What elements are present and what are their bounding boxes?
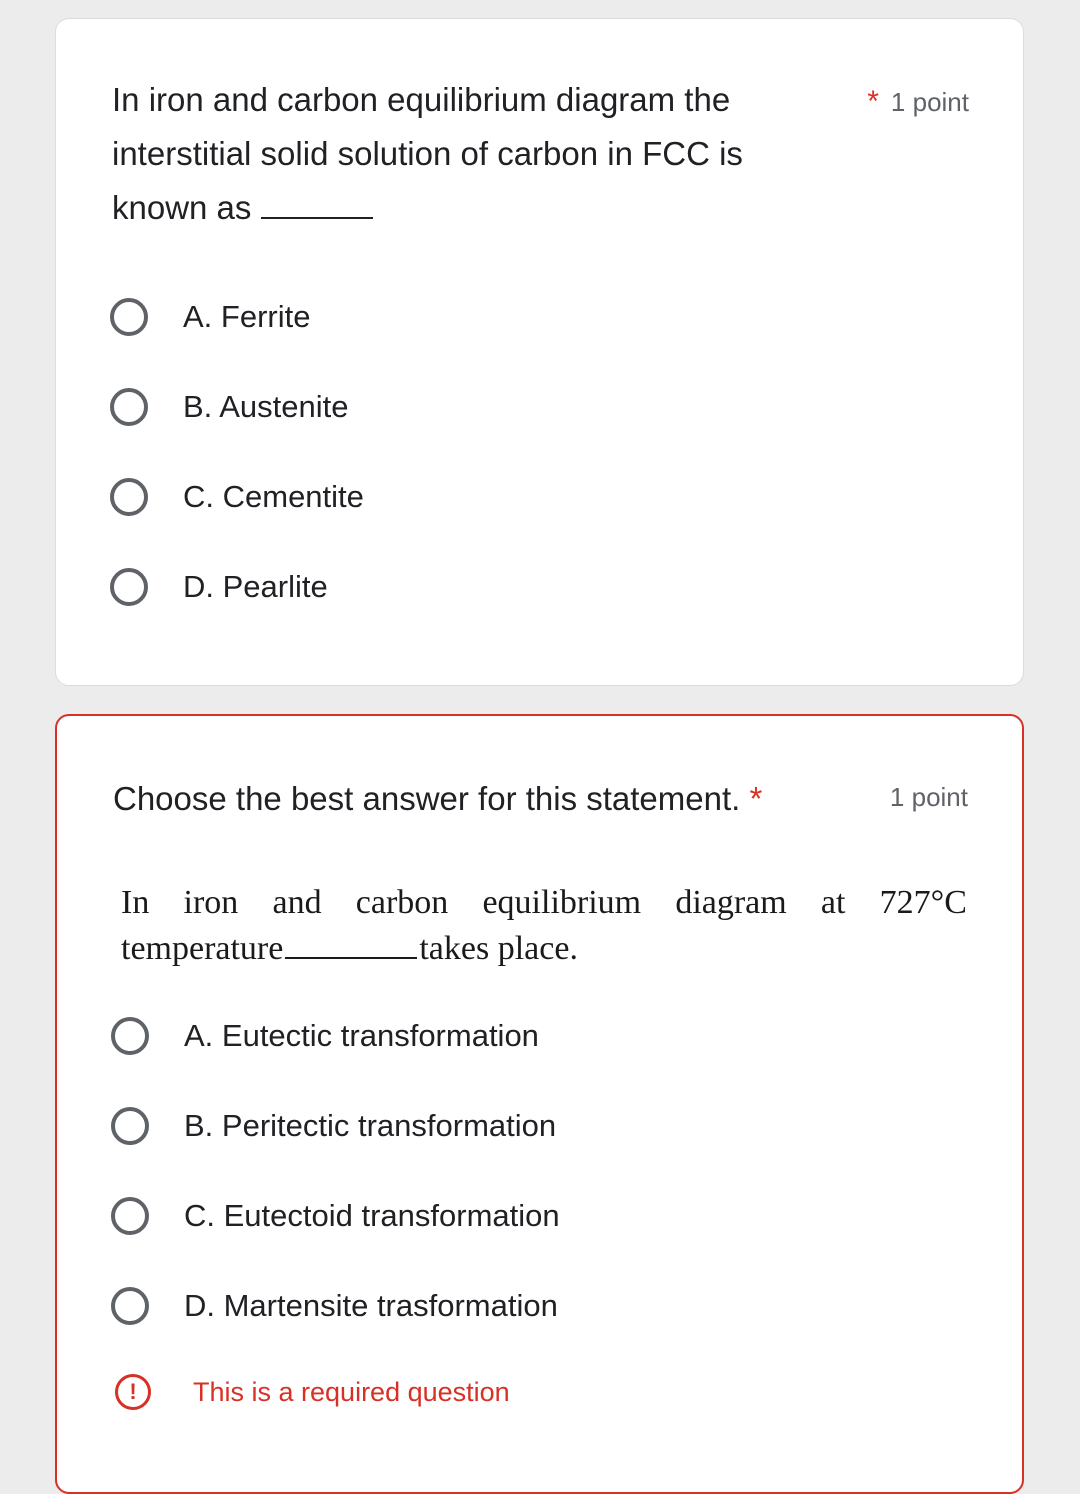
option-label: B. Austenite [183,389,349,424]
statement-word: diagram [675,884,787,921]
radio-button[interactable] [111,1107,149,1145]
statement-line-2 [121,926,967,972]
question-title-text: In iron and carbon equilibrium diagram the interstitial solid solution of carbon in FCC is known as [112,81,743,226]
radio-button[interactable] [111,1197,149,1235]
option-b[interactable] [111,1102,811,1150]
option-label: B. Peritectic transformation [184,1108,557,1143]
points-label-container [867,85,969,119]
option-label: C. Eutectoid transformation [184,1198,560,1233]
radio-button[interactable] [110,478,148,516]
statement-image [121,880,967,972]
radio-button[interactable] [110,298,148,336]
required-asterisk: * [867,85,879,118]
radio-button[interactable] [111,1287,149,1325]
required-asterisk: * [749,780,763,817]
option-b[interactable] [110,383,810,431]
radio-button[interactable] [111,1017,149,1055]
option-label: A. Eutectic transformation [184,1018,539,1053]
question-card-2 [55,714,1024,1494]
option-a[interactable] [111,1012,811,1060]
radio-button[interactable] [110,568,148,606]
statement-blank [285,931,417,959]
statement-word: In [121,884,150,921]
option-label: A. Ferrite [183,299,311,334]
option-c[interactable] [110,473,810,521]
statement-line-1 [121,880,967,926]
option-label: D. Martensite trasformation [184,1288,558,1323]
question-title [112,73,812,235]
statement-word: carbon [355,884,449,921]
question-title [113,772,873,826]
option-label: C. Cementite [183,479,364,514]
question-title-text: Choose the best answer for this statement. [113,780,741,817]
statement-word: iron [183,884,239,921]
option-d[interactable] [111,1282,811,1330]
statement-word: and [272,884,322,921]
statement-word: equilibrium [482,884,642,921]
question-card-1 [55,18,1024,686]
radio-button[interactable] [110,388,148,426]
points-label: 1 point [890,87,969,117]
statement-word: at [820,884,846,921]
exclamation-icon: ! [115,1374,151,1410]
error-text: This is a required question [193,1376,510,1407]
option-c[interactable] [111,1192,811,1240]
points-label: 1 point [889,782,968,812]
option-label: D. Pearlite [183,569,328,604]
option-d[interactable] [110,563,810,611]
required-error [115,1374,510,1410]
option-a[interactable] [110,293,810,341]
answer-blank [261,187,373,219]
statement-word: 727°C [879,884,967,921]
statement-text-end: takes place. [419,930,578,967]
statement-text-start: temperature [121,930,284,967]
